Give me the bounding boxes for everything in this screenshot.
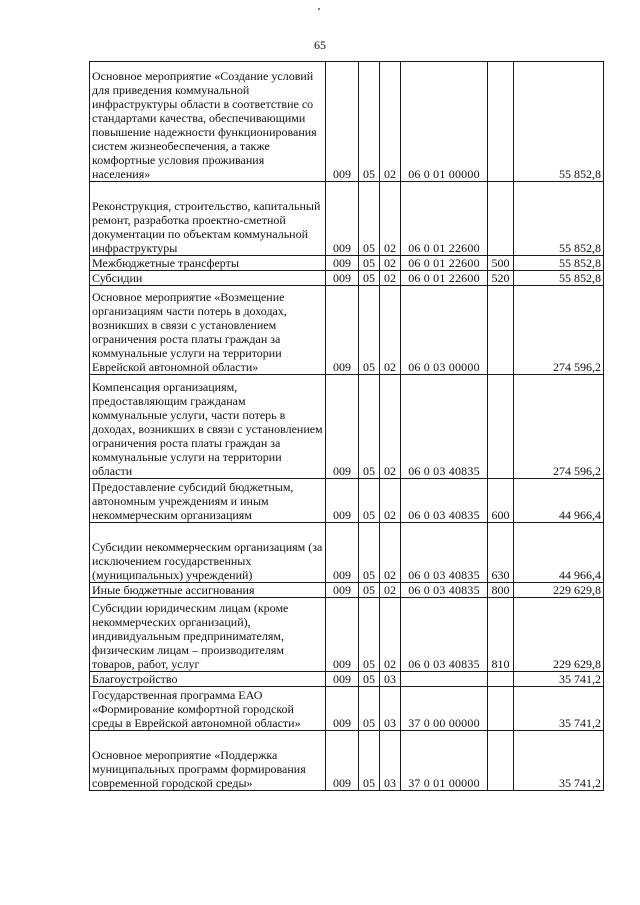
table-row	[90, 375, 604, 479]
row-name: Иные бюджетные ассигнования	[90, 583, 326, 598]
row-name: Предоставление субсидий бюджетным, автономным учреждениям и иным некоммерческим организациям	[90, 479, 326, 523]
amount: 35 741,2	[514, 687, 604, 731]
amount: 55 852,8	[514, 182, 604, 256]
code-csr: 06 0 01 00000	[401, 62, 488, 182]
table-row	[90, 523, 604, 583]
code-csr: 06 0 01 22600	[401, 271, 488, 286]
code-ved: 009	[326, 731, 359, 791]
code-vr: 600	[488, 479, 514, 523]
code-rz: 05	[359, 271, 380, 286]
code-ved: 009	[326, 687, 359, 731]
code-rz: 05	[359, 375, 380, 479]
code-ved: 009	[326, 271, 359, 286]
table-row	[90, 672, 604, 687]
row-name: Субсидии	[90, 271, 326, 286]
row-name: Межбюджетные трансферты	[90, 256, 326, 271]
code-ved: 009	[326, 672, 359, 687]
amount: 274 596,2	[514, 286, 604, 375]
budget-table	[89, 61, 604, 791]
amount: 55 852,8	[514, 256, 604, 271]
code-rz: 05	[359, 598, 380, 672]
code-csr: 06 0 03 40835	[401, 479, 488, 523]
table-row	[90, 687, 604, 731]
code-ved: 009	[326, 62, 359, 182]
row-name: Основное мероприятие «Возмещение организациям части потерь в доходах, возникших в связи с установлением ограничения роста платы граждан за коммунальные услуги на территории Еврейской автономной области»	[90, 286, 326, 375]
row-name: Субсидии некоммерческим организациям (за исключением государственных (муниципальных) учреждений)	[90, 523, 326, 583]
table-row	[90, 256, 604, 271]
code-pr: 03	[380, 672, 401, 687]
code-ved: 009	[326, 583, 359, 598]
code-csr: 06 0 03 40835	[401, 523, 488, 583]
code-vr	[488, 286, 514, 375]
code-csr: 06 0 03 40835	[401, 598, 488, 672]
scan-speck	[318, 8, 320, 10]
code-csr: 37 0 01 00000	[401, 731, 488, 791]
code-ved: 009	[326, 479, 359, 523]
amount: 35 741,2	[514, 672, 604, 687]
amount: 274 596,2	[514, 375, 604, 479]
row-name: Субсидии юридическим лицам (кроме некоммерческих организаций), индивидуальным предпринимателям, физическим лицам – производителям товаров, работ, услуг	[90, 598, 326, 672]
code-csr: 06 0 03 40835	[401, 583, 488, 598]
code-vr	[488, 672, 514, 687]
code-rz: 05	[359, 182, 380, 256]
page-number: 65	[314, 38, 326, 52]
code-rz: 05	[359, 523, 380, 583]
code-rz: 05	[359, 583, 380, 598]
table-row	[90, 731, 604, 791]
code-vr	[488, 375, 514, 479]
amount: 44 966,4	[514, 479, 604, 523]
amount: 229 629,8	[514, 598, 604, 672]
code-csr: 37 0 00 00000	[401, 687, 488, 731]
code-pr: 02	[380, 375, 401, 479]
code-rz: 05	[359, 687, 380, 731]
row-name: Основное мероприятие «Поддержка муниципальных программ формирования современной городской среды»	[90, 731, 326, 791]
code-vr	[488, 182, 514, 256]
code-vr: 810	[488, 598, 514, 672]
code-csr	[401, 672, 488, 687]
amount: 229 629,8	[514, 583, 604, 598]
table-row	[90, 583, 604, 598]
code-rz: 05	[359, 256, 380, 271]
code-pr: 03	[380, 687, 401, 731]
code-rz: 05	[359, 479, 380, 523]
code-vr: 500	[488, 256, 514, 271]
code-pr: 02	[380, 583, 401, 598]
table-row	[90, 182, 604, 256]
row-name: Благоустройство	[90, 672, 326, 687]
code-pr: 02	[380, 523, 401, 583]
table-row	[90, 286, 604, 375]
code-pr: 02	[380, 271, 401, 286]
code-ved: 009	[326, 375, 359, 479]
code-ved: 009	[326, 256, 359, 271]
code-rz: 05	[359, 672, 380, 687]
code-pr: 02	[380, 479, 401, 523]
code-vr	[488, 62, 514, 182]
code-rz: 05	[359, 62, 380, 182]
code-pr: 03	[380, 731, 401, 791]
budget-table-body	[90, 62, 604, 791]
code-csr: 06 0 01 22600	[401, 256, 488, 271]
code-pr: 02	[380, 256, 401, 271]
code-vr: 520	[488, 271, 514, 286]
code-vr	[488, 687, 514, 731]
amount: 44 966,4	[514, 523, 604, 583]
code-ved: 009	[326, 598, 359, 672]
code-pr: 02	[380, 286, 401, 375]
table-row	[90, 271, 604, 286]
code-vr: 630	[488, 523, 514, 583]
code-pr: 02	[380, 182, 401, 256]
code-ved: 009	[326, 182, 359, 256]
row-name: Реконструкция, строительство, капитальный ремонт, разработка проектно-сметной документации по объектам коммунальной инфраструктуры	[90, 182, 326, 256]
code-rz: 05	[359, 731, 380, 791]
code-vr	[488, 731, 514, 791]
code-ved: 009	[326, 523, 359, 583]
row-name: Основное мероприятие «Создание условий для приведения коммунальной инфраструктуры области в соответствие со стандартами качества, обеспечивающими повышение надежности функционирования систем жизнеобеспечения, а также комфортные условия проживания населения»	[90, 62, 326, 182]
code-pr: 02	[380, 598, 401, 672]
row-name: Компенсация организациям, предоставляющим гражданам коммунальные услуги, части потерь в доходах, возникших в связи с установлением ограничения роста платы граждан за коммунальные услуги на территории области	[90, 375, 326, 479]
code-vr: 800	[488, 583, 514, 598]
table-row	[90, 479, 604, 523]
table-row	[90, 598, 604, 672]
code-csr: 06 0 03 00000	[401, 286, 488, 375]
code-ved: 009	[326, 286, 359, 375]
amount: 55 852,8	[514, 271, 604, 286]
code-rz: 05	[359, 286, 380, 375]
table-row	[90, 62, 604, 182]
row-name: Государственная программа ЕАО «Формирование комфортной городской среды в Еврейской автономной области»	[90, 687, 326, 731]
code-pr: 02	[380, 62, 401, 182]
amount: 55 852,8	[514, 62, 604, 182]
amount: 35 741,2	[514, 731, 604, 791]
code-csr: 06 0 01 22600	[401, 182, 488, 256]
code-csr: 06 0 03 40835	[401, 375, 488, 479]
